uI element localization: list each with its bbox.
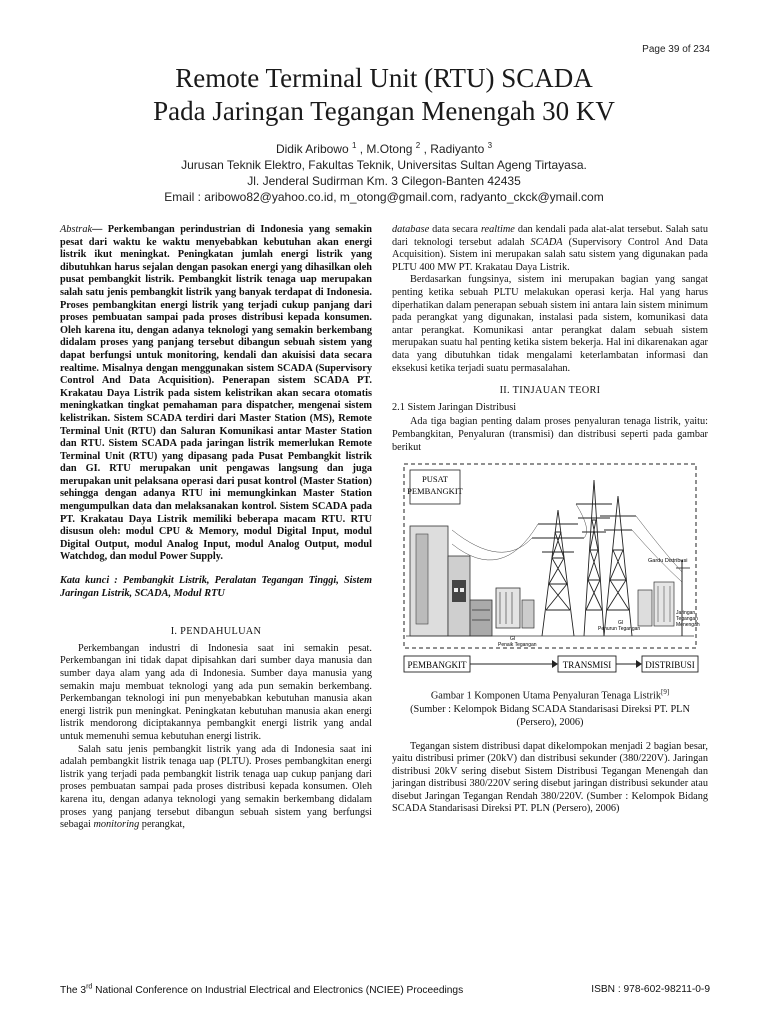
- power-plant-icon: [410, 526, 492, 636]
- footer-sup: rd: [86, 984, 93, 991]
- author-block: [0, 138, 768, 205]
- text-run: data secara: [429, 224, 481, 235]
- label-menengah: Menengah: [676, 622, 700, 629]
- abstract-lead: Abstrak: [60, 224, 93, 235]
- label-box-distribusi: DISTRIBUSI: [645, 660, 695, 671]
- author-line: [0, 138, 768, 157]
- affiliation: Jurusan Teknik Elektro, Fakultas Teknik, Universitas Sultan Ageng Tirtayasa.: [181, 158, 587, 172]
- text-run-italic: monitoring: [93, 819, 140, 831]
- figure-power-system: [392, 460, 708, 684]
- text-run: perangkat,: [139, 819, 185, 831]
- abstract-text: — Perkembangan perindustrian di Indonesia yang semakin pesat dari waktu ke waktu menyebabkan kebutuhan akan energi listrik ikut meningkat. Peningkatan jumlah energi listrik yang dibutuhkan harus sejalan dengan pasokan energi yang dihasilkan oleh pusat pembangkit listrik. Pembangkit listrik tenaga uap merupakan salah satu jenis pembangkit listrik yang banyak terdapat di Indonesia. Proses pembangkitan energi listrik yang terjadi cukup panjang dari proses pembuatan sampai pada proses distribusi kepada konsumen. Oleh karena itu, dengan adanya teknologi yang semakin berkembang didalam proses yang panjang tersebut dibangun sebuah sistem yang dapat berfungsi untuk monitoring, kendali dan akuisisi data secara realtime. Misalnya dengan menggunakan sistem SCADA (Supervisory Control And Data Acquisition). Penerapan sistem SCADA PT. Krakatau Daya Listrik pada sistem kelistrikan akan secara otomatis meningkatkan tingkat pemahaman para dispatcher, mengenai sistem kelistrikan. Sistem SCADA terdiri dari Master Station (MS), Remote Terminal Unit (RTU) dan Saluran Komunikasi antar Master Station dan RTU. Sistem SCADA pada jaringan listrik memerlukan Remote Terminal Unit (RTU) yang dipasang pada Pusat Pembangkit listrik dan GI. RTU merupakan unit pengawas langsung dan juga merupakan unit pelaksana operasi dari pusat kontrol (Master Station) sehingga dengan adanya RTU ini memungkinkan Master Station mengumpulkan data dan melaksanakan kontrol. Sistem SCADA pada PT. Krakatau Daya Listrik memiliki beberapa macam RTU. RTU disusun oleh: modul CPU & Memory, modul Digital Input, modul Digital Output, modul Analog Input, modul Analog Output, modul Watchdog, dan modul Power Supply.: [60, 224, 372, 563]
- author-1: Didik Aribowo: [275, 142, 352, 156]
- arrow-head-icon: [636, 660, 642, 668]
- text-run-italic: SCADA: [530, 236, 563, 248]
- footer: [60, 984, 710, 996]
- footer-conference: [60, 985, 463, 996]
- label-gi-step-down: GI: [618, 620, 624, 627]
- arrow-head-icon: [552, 660, 558, 668]
- step-up-substation-icon: [496, 588, 534, 628]
- label-box-pembangkit: PEMBANGKIT: [407, 660, 467, 671]
- text-run: dan kendali pada alat-alat tersebut. Salah satu dari teknologi tersebut adalah: [392, 224, 708, 248]
- author-2: , M.Otong: [356, 142, 416, 156]
- author-3: , Radiyanto: [420, 142, 488, 156]
- section-heading-pendahuluan: I. PENDAHULUAN: [170, 626, 262, 638]
- abstract: [60, 224, 372, 564]
- paragraph: Ada tiga bagian penting dalam proses penyaluran tenaga listrik, yaitu: Pembangkitan, Penyaluran (transmisi) dan distribusi seperti pada gambar berikut: [392, 416, 708, 453]
- subsection-heading: 2.1 Sistem Jaringan Distribusi: [392, 401, 517, 413]
- paragraph: [60, 744, 372, 832]
- paragraph: Berdasarkan fungsinya, sistem ini merupakan bagian yang sangat penting ketika sebuah PLTU melakukan operasi kerja. Hal yang harus diperhatikan dalam penerapan sebuah sistem ini antara lain sistem minimum pada perangkat yang digunakan, instalasi pada sistem, komunikasi data antar perangkat. Komunikasi antar perangkat dalam sebuah sistem merupakan suatu hal penting ketika sistem bekerja. Hal ini dikarenakan agar data yang dibutuhkan tidak mengalami keterlambatan informasi dan eksekusi ketika terjadi suatu permasalahan.: [392, 274, 708, 374]
- label-gi-step-down-desc: Penurun Tegangan: [598, 626, 641, 633]
- text-run: Salah satu jenis pembangkit listrik yang ada di Indonesia saat ini adalah pembangkit listrik tenaga uap (PLTU). Proses pembangkitan energi listrik yang terjadi pada pembangkit listrik tenaga uap cukup panjang dari proses pembuatan sampai pada proses distribusi kepada konsumen. Oleh karena itu, dengan adanya teknologi yang semakin berkembang didalam proses yang panjang tersebut dibangun sebuah sistem yang berfungsi sebagai: [60, 743, 372, 831]
- caption-line-1: [392, 686, 708, 702]
- caption-text: Gambar 1 Komponen Utama Penyaluran Tenaga Listrik: [430, 690, 661, 702]
- title-line-1: Remote Terminal Unit (RTU) SCADA: [175, 63, 593, 93]
- author-1-mark: 1: [351, 141, 357, 150]
- paper-title: [0, 62, 768, 128]
- power-line: [452, 524, 538, 560]
- footer-text: National Conference on Industrial Electrical and Electronics (NCIEE) Proceedings: [92, 985, 464, 997]
- figure-illustration: [392, 460, 708, 684]
- author-2-mark: 2: [415, 141, 421, 150]
- label-pembangkit: PEMBANGKIT: [407, 486, 463, 497]
- section-heading-tinjauan: II. TINJAUAN TEORI: [499, 385, 601, 397]
- paragraph: [392, 224, 708, 274]
- footer-text: The 3: [60, 985, 87, 997]
- paragraph: Perkembangan industri di Indonesia saat ini semakin pesat. Perkembangan ini tidak dapat dipisahkan dari sumber daya manusia dan sumber daya alam yang ada di Indonesia. Sumber daya manusia yang semakin maju membuat teknologi yang ada pun semakin berkembang. Perkembangan teknologi ini pun menyebabkan kebutuhan manusia akan energi listrik pun meningkat. Peningkatan kebutuhan manusia akan energi listrik mendorong diciptakannya pembangkit energi listrik yang andal untuk memenuhi semua kebutuhan energi listrik.: [60, 642, 372, 742]
- label-tegangan: Tegangan: [676, 616, 698, 623]
- label-pusat: PUSAT: [422, 474, 448, 485]
- page-number: Page 39 of 234: [642, 44, 710, 55]
- keywords: Kata kunci : Pembangkit Listrik, Peralatan Tegangan Tinggi, Sistem Jaringan Listrik, SCADA, Modul RTU: [60, 575, 372, 599]
- figure-caption: [392, 686, 708, 728]
- paragraph: Tegangan sistem distribusi dapat dikelompokan menjadi 2 bagian besar, yaitu distribusi primer (20kV) dan distribusi sekunder (380/220V). Jaringan distribusi 20kV sering disebut Sistem Distribusi Tegangan Menengah dan jaringan distribusi 380/220V sering disebut jaringan distribusi sekunder atau disebut Jaringan Tegangan Rendah 380/220V. (Sumber : Kelompok Bidang SCADA Standarisasi Direksi PT. PLN (Persero), 2006): [392, 740, 708, 815]
- label-gardu-distribusi: Gardu Distribusi: [648, 558, 688, 565]
- caption-line-2: (Sumber : Kelompok Bidang SCADA Standarisasi Direksi PT. PLN (Persero), 2006): [410, 703, 690, 728]
- caption-ref: [9]: [660, 688, 670, 697]
- label-jaringan: Jaringan: [676, 610, 696, 617]
- text-run: (Supervisory Control And Data Acquisition). Sistem ini merupakan salah satu sistem yang digunakan pada PLTU 400 MW PT. Krakatau Daya Listrik.: [392, 236, 708, 273]
- text-run-italic: realtime: [480, 224, 515, 235]
- address: Jl. Jenderal Sudirman Km. 3 Cilegon-Banten 42435: [247, 174, 521, 188]
- email: Email : aribowo82@yahoo.co.id, m_otong@gmail.com, radyanto_ckck@ymail.com: [164, 190, 604, 204]
- transmission-tower-icon: [532, 480, 636, 636]
- right-column: [392, 224, 708, 816]
- footer-isbn: ISBN : 978-602-98211-0-9: [591, 984, 710, 995]
- label-box-transmisi: TRANSMISI: [562, 660, 612, 671]
- label-gi-step-up: GI: [510, 636, 516, 643]
- label-gi-step-up-desc: Penaik Tegangan: [498, 642, 537, 649]
- title-line-2: Pada Jaringan Tegangan Menengah 30 KV: [153, 96, 615, 126]
- left-column: [60, 224, 372, 832]
- text-run-italic: database: [392, 224, 430, 235]
- author-3-mark: 3: [487, 141, 493, 150]
